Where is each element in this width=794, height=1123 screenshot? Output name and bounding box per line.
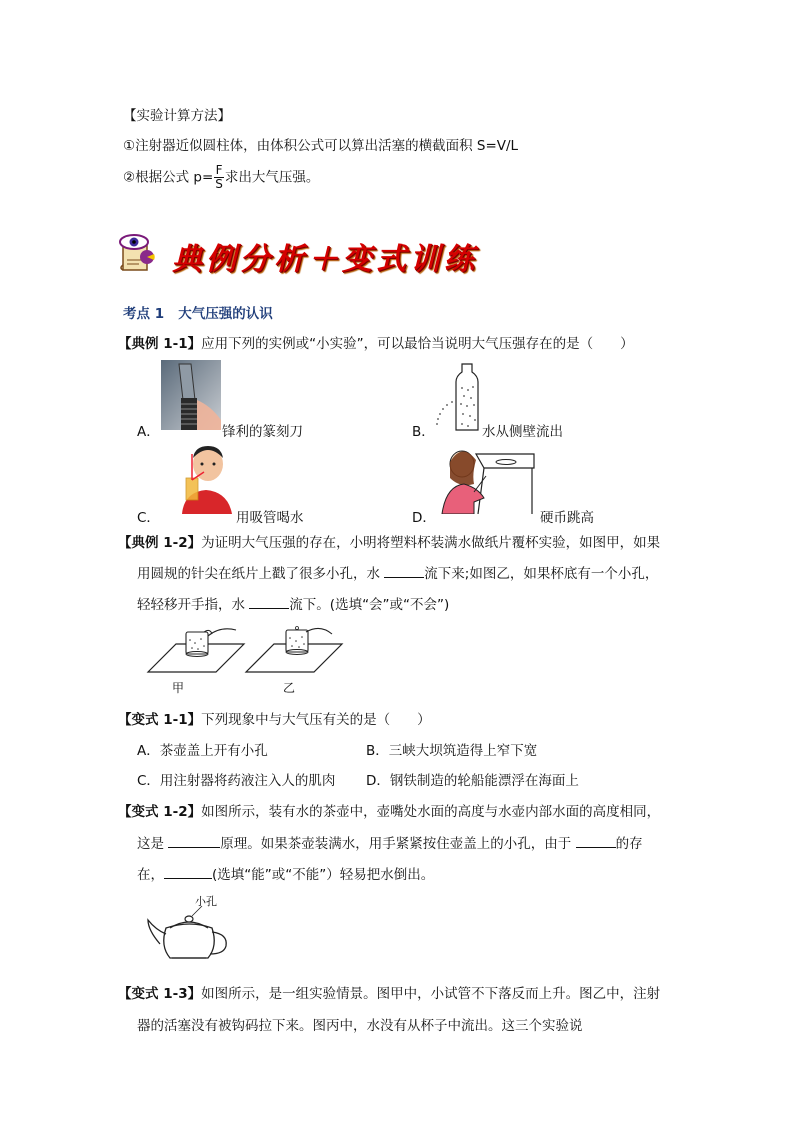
variant-1-1-text: 下列现象中与大气压有关的是（ ）	[201, 712, 431, 728]
answer-blank-5[interactable]	[164, 866, 212, 879]
option-a-caption: 锋利的篆刻刀	[222, 424, 303, 440]
answer-blank-1[interactable]	[384, 565, 424, 578]
carving-knife-image	[161, 360, 221, 430]
variant-1-2-line-3	[137, 863, 434, 883]
variant-1-2-text-2a: 这是	[137, 836, 169, 852]
option-a-letter: A．	[137, 424, 160, 440]
variant-1-2-text-2c: 的存	[615, 836, 643, 852]
option-b-letter: B．	[412, 424, 435, 440]
variant-1-1-option-d: D．钢铁制造的轮船能漂浮在海面上	[366, 773, 579, 789]
kaodian-heading	[123, 302, 273, 322]
answer-blank-2[interactable]	[249, 596, 289, 609]
question-1-2-line-3	[137, 593, 449, 613]
fraction-numerator: F	[215, 163, 223, 177]
coin-jump-image	[436, 444, 536, 514]
question-1-1-text: 应用下列的实例或“小实验”，可以最恰当说明大气压强存在的是（ ）	[201, 336, 634, 352]
boy-straw-image	[178, 440, 236, 514]
variant-1-1-option-b: B．三峡大坝筑造得上窄下宽	[366, 743, 538, 759]
question-1-2-line-2	[137, 562, 658, 582]
variant-1-3-line-1	[118, 982, 660, 1002]
banner-title: 典例分析＋变式训练	[172, 242, 478, 277]
method-line-1: ①注射器近似圆柱体，由体积公式可以算出活塞的横截面积 S=V/L	[123, 138, 519, 154]
kaodian-title: 大气压强的认识	[178, 306, 273, 322]
method-line-2	[123, 164, 319, 191]
method-line-2-after: 求出大气压强。	[224, 169, 320, 186]
method-heading: 【实验计算方法】	[123, 108, 231, 124]
pressure-fraction	[214, 164, 224, 191]
water-bottle-image	[428, 362, 488, 434]
option-c-caption: 用吸管喝水	[236, 510, 304, 526]
paper-cup-figures	[146, 622, 366, 678]
variant-1-2-line-1	[118, 800, 660, 820]
variant-1-1-stem	[118, 708, 431, 728]
option-b-caption: 水从侧壁流出	[482, 424, 563, 440]
option-d-caption: 硬币跳高	[540, 510, 594, 526]
variant-1-2-line-2	[137, 832, 643, 852]
variant-1-3-line-2: 器的活塞没有被钩码拉下来。图丙中，水没有从杯子中流出。这三个实验说	[137, 1018, 583, 1034]
question-1-2-text-2a: 用圆规的针尖在纸片上戳了很多小孔，水	[137, 566, 385, 582]
option-d-letter: D．	[412, 510, 436, 526]
question-1-2-text-3b: 流下。(选填“会”或“不会”)	[289, 597, 450, 613]
variant-1-2-text-2b: 原理。如果茶壶装满水，用手紧紧按住壶盖上的小孔，由于	[220, 836, 576, 852]
option-c-letter: C．	[137, 510, 160, 526]
variant-1-1-option-c: C．用注射器将药液注入人的肌肉	[137, 773, 336, 789]
question-1-1-tag: 【典例 1-1】	[118, 336, 202, 352]
variant-1-2-tag: 【变式 1-2】	[118, 804, 202, 820]
variant-1-1-option-a: A．茶壶盖上开有小孔	[137, 743, 268, 759]
variant-1-3-text-1: 如图所示，是一组实验情景。图甲中，小试管不下落反而上升。图乙中，注射	[201, 986, 661, 1002]
question-1-2-line-1	[118, 531, 660, 551]
answer-blank-4[interactable]	[576, 835, 616, 848]
variant-1-2-text-1: 如图所示，装有水的茶壶中，壶嘴处水面的高度与水壶内部水面的高度相同，	[201, 804, 661, 820]
answer-blank-3[interactable]	[168, 835, 220, 848]
variant-1-3-tag: 【变式 1-3】	[118, 986, 202, 1002]
figure-label-yi: 乙	[283, 681, 296, 695]
fraction-denominator: S	[215, 177, 223, 191]
teapot-icon	[144, 904, 234, 964]
eye-scroll-icon	[117, 230, 167, 274]
question-1-2-tag: 【典例 1-2】	[118, 535, 202, 551]
question-1-2-text-1: 为证明大气压强的存在，小明将塑料杯装满水做纸片覆杯实验，如图甲，如果	[201, 535, 661, 551]
figure-label-jia: 甲	[172, 681, 185, 695]
question-1-2-text-2b: 流下来;如图乙，如果杯底有一个小孔，	[424, 566, 659, 582]
method-line-2-before: ②根据公式 p=	[123, 169, 214, 186]
question-1-1-stem	[118, 332, 634, 352]
kaodian-label: 考点 1	[123, 306, 165, 322]
question-1-2-text-3a: 轻轻移开手指，水	[137, 597, 250, 613]
variant-1-2-text-3b: (选填“能”或“不能”）轻易把水倒出。	[212, 867, 435, 883]
variant-1-1-tag: 【变式 1-1】	[118, 712, 202, 728]
variant-1-2-text-3a: 在，	[137, 867, 164, 883]
teapot-hole-label: 小孔	[195, 895, 217, 908]
